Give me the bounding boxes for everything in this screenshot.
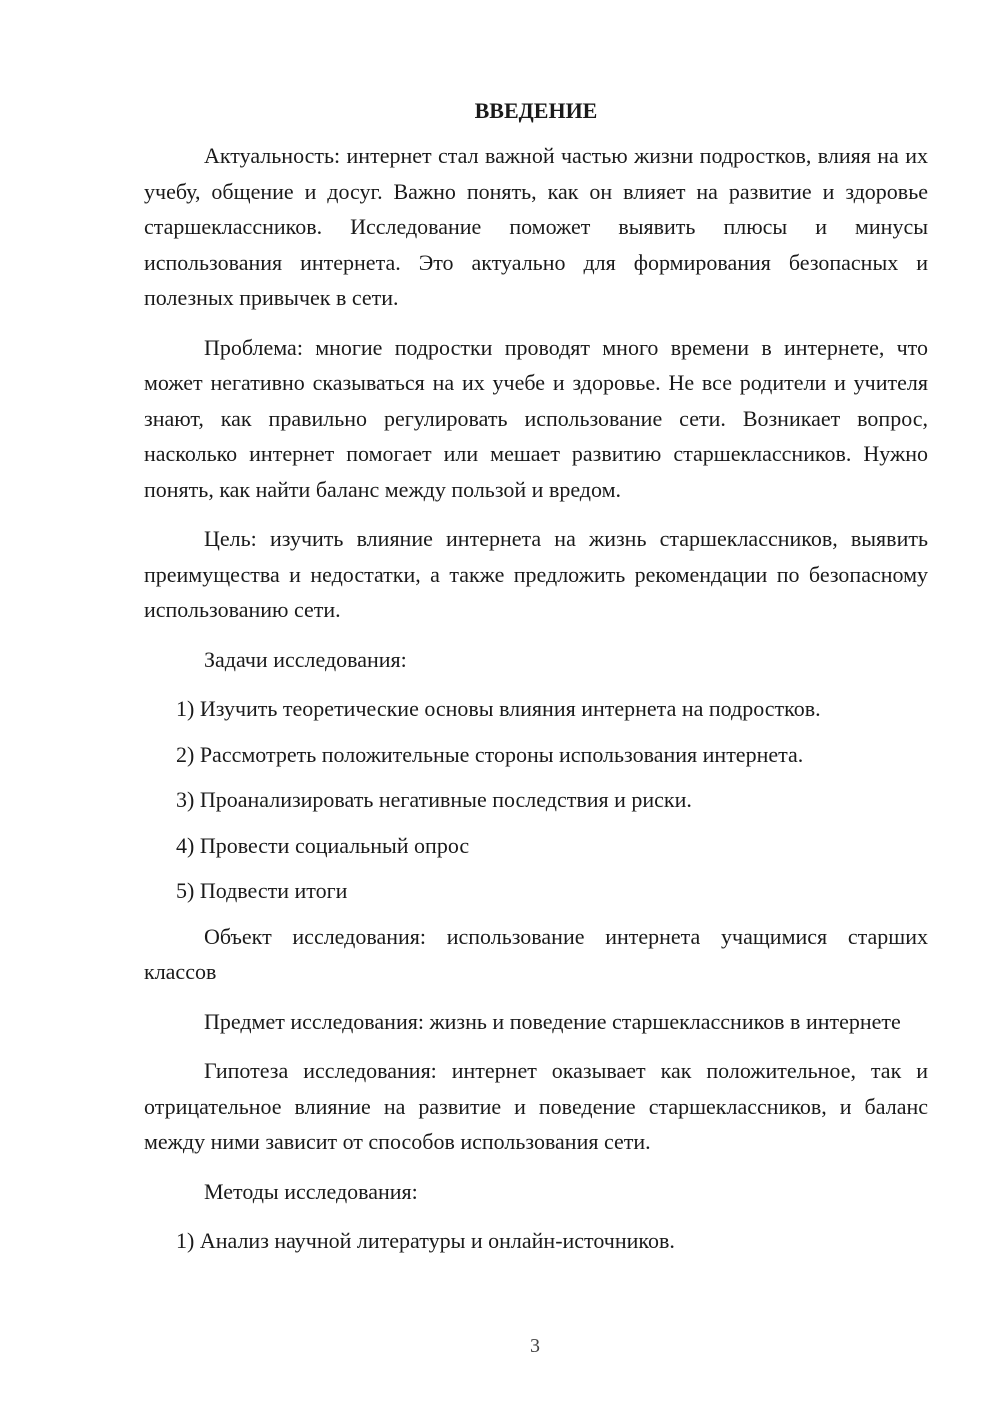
list-item: 1) Изучить теоретические основы влияния интернета на подростков. — [176, 696, 821, 721]
tasks-list — [144, 691, 928, 909]
page-number: 3 — [530, 1335, 540, 1357]
methods-list — [144, 1223, 928, 1259]
methods-title: Методы исследования: — [204, 1178, 418, 1204]
list-item: 4) Провести социальный опрос — [176, 832, 470, 858]
list-item: 3) Проанализировать негативные последствия и риски. — [176, 787, 692, 812]
tasks-title: Задачи исследования: — [204, 646, 407, 672]
list-item: 5) Подвести итоги — [176, 878, 348, 903]
paragraph-goal: Цель: изучить влияние интернета на жизнь старшеклассников, выявить преимущества и недостатки, а также предложить рекомендации по безопасному использованию сети. — [144, 526, 928, 622]
section-heading: ВВЕДЕНИЕ — [474, 98, 598, 123]
list-item: 1) Анализ научной литературы и онлайн-источников. — [176, 1228, 675, 1253]
paragraph-subject: Предмет исследования: жизнь и поведение старшеклассников в интернете — [204, 1008, 901, 1034]
paragraph-problem: Проблема: многие подростки проводят много времени в интернете, что может негативно сказываться на их учебе и здоровье. Не все родители и учителя знают, как правильно регулировать использование сети. Возникает вопрос, насколько интернет помогает или мешает развитию старшеклассников. Нужно понять, как найти баланс между пользой и вредом. — [144, 334, 928, 502]
page-content — [144, 96, 928, 1269]
list-item: 2) Рассмотреть положительные стороны использования интернета. — [176, 741, 804, 767]
paragraph-hypothesis: Гипотеза исследования: интернет оказывает как положительное, так и отрицательное влияние на развитие и поведение старшеклассников, и баланс между ними зависит от способов использования сети. — [144, 1058, 928, 1154]
paragraph-object: Объект исследования: использование интернета учащимися старших классов — [144, 923, 928, 984]
paragraph-relevance: Актуальность: интернет стал важной частью жизни подростков, влияя на их учебу, общение и досуг. Важно понять, как он влияет на развитие и здоровье старшеклассников. Исследование поможет выявить плюсы и минусы использования интернета. Это актуально для формирования безопасных и полезных привычек в сети. — [144, 143, 928, 310]
